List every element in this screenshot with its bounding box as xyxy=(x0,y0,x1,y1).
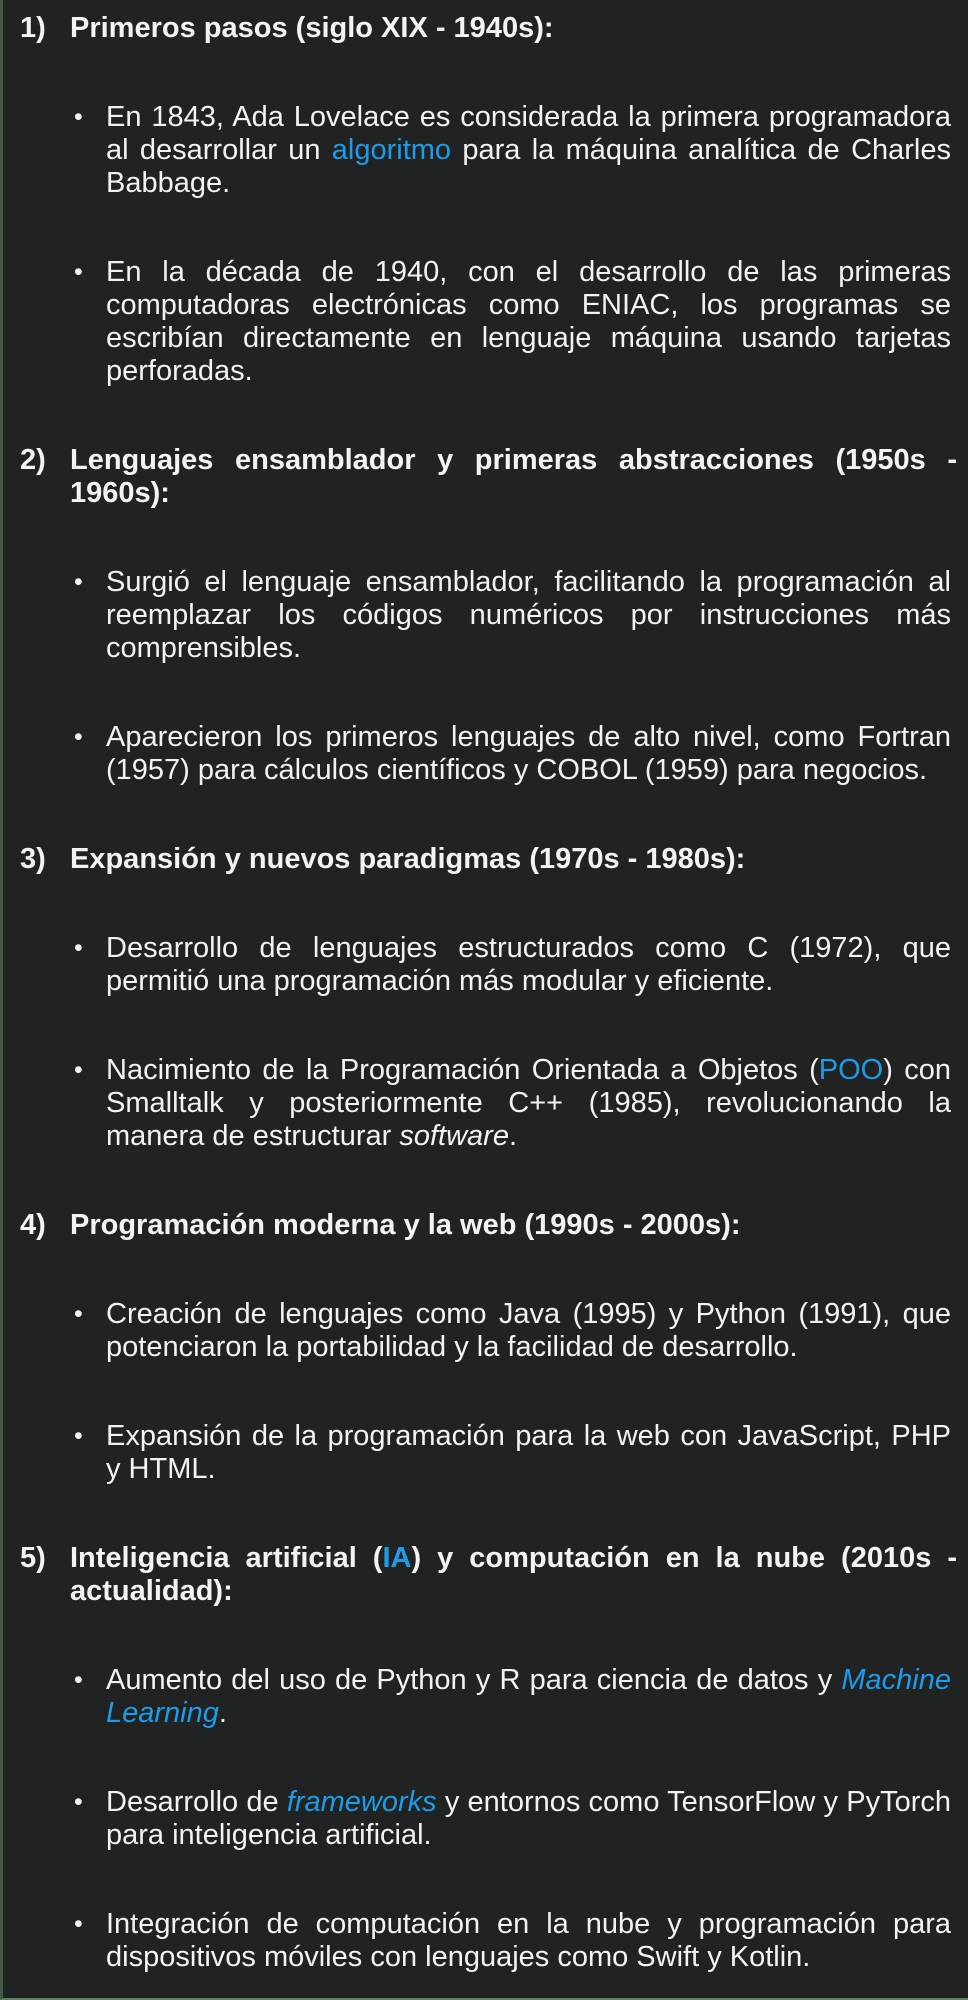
bullet-item xyxy=(74,566,968,665)
bullet-item xyxy=(74,721,968,787)
text-segment: ) con Smalltalk y posteriormente C++ (1985), revolucionando la manera de estructurar xyxy=(106,1054,951,1152)
bullet-marker: • xyxy=(74,1422,83,1450)
text-segment: Nacimiento de la Programación Orientada a Objetos ( xyxy=(106,1054,819,1086)
link-machine-learning[interactable]: Machine Learning xyxy=(106,1664,951,1729)
bullet-text xyxy=(106,1908,951,1974)
bullet-marker: • xyxy=(74,934,83,962)
bullet-text xyxy=(106,101,951,200)
bullet-text xyxy=(106,1298,951,1364)
bullet-marker: • xyxy=(74,258,83,286)
bullet-marker: • xyxy=(74,1300,83,1328)
bullet-item xyxy=(74,1298,968,1364)
bullet-item xyxy=(74,101,968,200)
section-header xyxy=(20,444,968,510)
text-segment: . xyxy=(218,1697,227,1729)
text-segment: Expansión de la programación para la web con JavaScript, PHP y HTML. xyxy=(106,1420,951,1485)
text-segment: Aumento del uso de Python y R para ciencia de datos y xyxy=(106,1664,842,1696)
text-segment: Creación de lenguajes como Java (1995) y Python (1991), que potenciaron la portabilidad y la facilidad de desarrollo. xyxy=(106,1298,951,1363)
text-segment: En la década de 1940, con el desarrollo de las primeras computadoras electrónicas como ENIAC, los programas se escribían directamente en lenguaje máquina usando tarjetas perforadas. xyxy=(106,256,951,387)
bullet-marker: • xyxy=(74,723,83,751)
text-segment: Surgió el lenguaje ensamblador, facilitando la programación al reemplazar los códigos numéricos por instrucciones más comprensibles. xyxy=(106,566,951,664)
bullet-marker: • xyxy=(74,1056,83,1084)
text-segment: . xyxy=(508,1120,518,1152)
bullet-text xyxy=(106,1420,951,1486)
bullet-item xyxy=(74,1420,968,1486)
outline-section-2 xyxy=(20,444,968,787)
bullet-item xyxy=(74,1664,968,1730)
text-segment: Integración de computación en la nube y programación para dispositivos móviles con lenguajes como Swift y Kotlin. xyxy=(106,1908,951,1973)
link-ia[interactable]: IA xyxy=(382,1542,412,1574)
section-header xyxy=(20,1542,968,1608)
text-segment: ) y computación en la nube (2010s - actualidad): xyxy=(70,1542,957,1607)
outline-section-1 xyxy=(20,12,968,388)
text-segment: software xyxy=(399,1120,509,1152)
outline-section-5 xyxy=(20,1542,968,1974)
section-header xyxy=(20,843,968,876)
bullet-marker: • xyxy=(74,1666,83,1694)
text-segment: Desarrollo de xyxy=(106,1786,287,1818)
text-segment: Aparecieron los primeros lenguajes de alto nivel, como Fortran (1957) para cálculos científicos y COBOL (1959) para negocios. xyxy=(106,721,951,786)
bullet-item xyxy=(74,932,968,998)
text-segment: Primeros pasos (siglo XIX - 1940s): xyxy=(70,12,554,44)
bullet-marker: • xyxy=(74,568,83,596)
link-frameworks[interactable]: frameworks xyxy=(286,1786,437,1818)
list-number: 5) xyxy=(20,1542,46,1574)
text-segment: Programación moderna y la web (1990s - 2000s): xyxy=(70,1209,741,1241)
bullet-item xyxy=(74,1908,968,1974)
section-heading xyxy=(70,1209,957,1242)
bullet-marker: • xyxy=(74,103,83,131)
text-segment: Lenguajes ensamblador y primeras abstracciones (1950s - 1960s): xyxy=(70,444,957,509)
section-heading xyxy=(70,843,957,876)
section-heading xyxy=(70,444,957,510)
text-segment: En 1843, Ada Lovelace es considerada la primera programadora al desarrollar un xyxy=(106,101,951,166)
bullet-text xyxy=(106,566,951,665)
outline-section-4 xyxy=(20,1209,968,1486)
bullet-marker: • xyxy=(74,1788,83,1816)
text-segment: Inteligencia artificial ( xyxy=(70,1542,383,1574)
bullet-text xyxy=(106,721,951,787)
link-poo[interactable]: POO xyxy=(818,1054,884,1086)
list-number: 1) xyxy=(20,12,46,44)
link-algoritmo[interactable]: algoritmo xyxy=(331,134,452,166)
text-segment: para la máquina analítica de Charles Babbage. xyxy=(106,134,952,199)
text-segment: y entornos como TensorFlow y PyTorch para inteligencia artificial. xyxy=(106,1786,951,1851)
bullet-text xyxy=(106,1054,951,1153)
bullet-item xyxy=(74,256,968,388)
section-heading xyxy=(70,12,957,45)
bullet-item xyxy=(74,1786,968,1852)
list-number: 2) xyxy=(20,444,46,476)
bullet-text xyxy=(106,932,951,998)
list-number: 3) xyxy=(20,843,46,875)
bullet-text xyxy=(106,1786,951,1852)
outline-section-3 xyxy=(20,843,968,1153)
bullet-text xyxy=(106,1664,951,1730)
section-header xyxy=(20,1209,968,1242)
list-number: 4) xyxy=(20,1209,46,1241)
text-segment: Desarrollo de lenguajes estructurados como C (1972), que permitió una programación más modular y eficiente. xyxy=(106,932,951,997)
bullet-text xyxy=(106,256,951,388)
section-header xyxy=(20,12,968,45)
section-heading xyxy=(70,1542,957,1608)
text-segment: Expansión y nuevos paradigmas (1970s - 1980s): xyxy=(70,843,746,875)
bullet-item xyxy=(74,1054,968,1153)
bullet-marker: • xyxy=(74,1910,83,1938)
